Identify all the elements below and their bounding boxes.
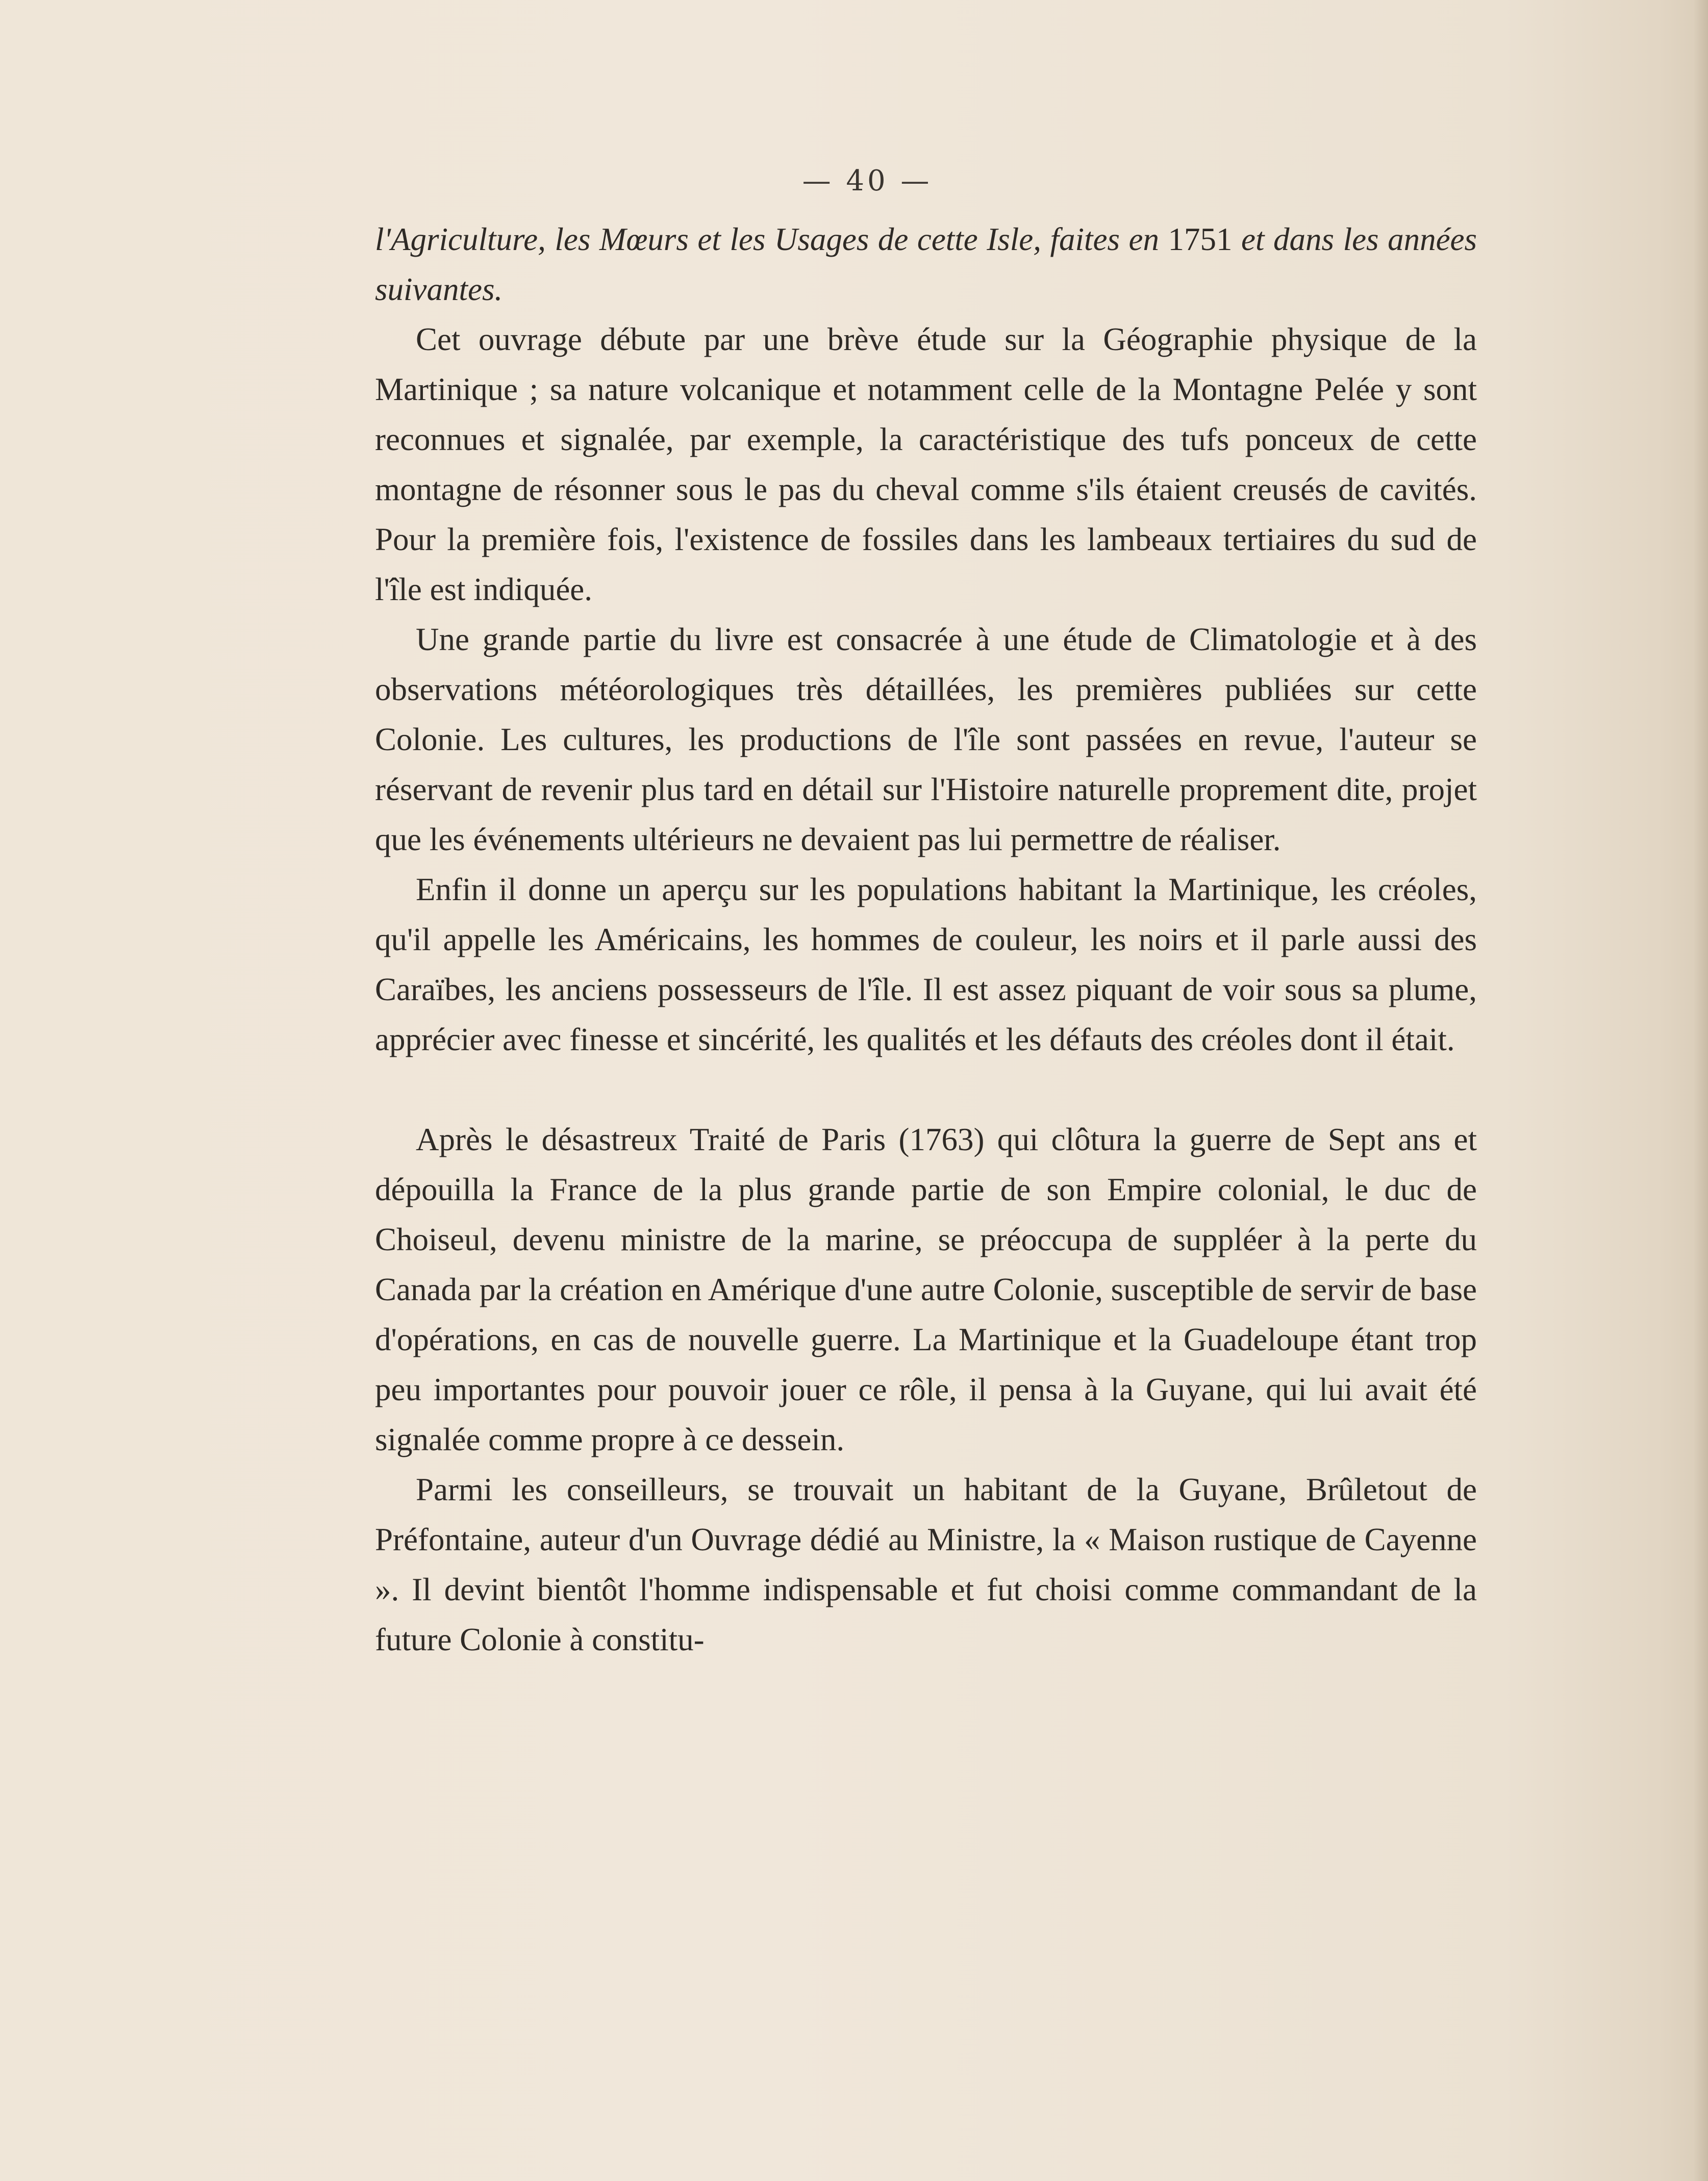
paragraph-populations: Enfin il donne un aperçu sur les populations habitant la Martinique, les créoles, qu'il appelle les Américains, les hommes de couleur, les noirs et il parle aussi des Caraïbes, les anciens possesseurs de l'île. Il est assez piquant de voir sous sa plume, apprécier avec finesse et sincérité, les qualités et les défauts des créoles dont il était. xyxy=(375,872,1477,1057)
intro-year: 1751 xyxy=(1159,221,1242,257)
paragraph-counsellors: Parmi les conseilleurs, se trouvait un habitant de la Guyane, Brûletout de Préfontaine, auteur d'un Ouvrage dédié au Ministre, la « Maison rustique de Cayenne ». Il devint bientôt l'homme indispensable et fut choisi comme commandant de la future Colonie à constitu- xyxy=(375,1472,1477,1657)
intro-paragraph xyxy=(375,214,1477,314)
intro-title-italic-2: et dans les années suivantes. xyxy=(375,221,1477,307)
body-text xyxy=(375,214,1477,1665)
page-edge-shadow xyxy=(1694,0,1708,2181)
paragraph-treaty-of-paris: Après le désastreux Traité de Paris (1763) qui clôtura la guerre de Sept ans et dépouilla la France de la plus grande partie de son Empire colonial, le duc de Choiseul, devenu ministre de la marine, se préoccupa de suppléer à la perte du Canada par la création en Amérique d'une autre Colonie, susceptible de servir de base d'opérations, en cas de nouvelle guerre. La Martinique et la Guadeloupe étant trop peu importantes pour pouvoir jouer ce rôle, il pensa à la Guyane, qui lui avait été signalée comme propre à ce dessein. xyxy=(375,1122,1477,1457)
paragraph-climatology: Une grande partie du livre est consacrée à une étude de Climatologie et à des observations météorologiques très détaillées, les premières publiées sur cette Colonie. Les cultures, les productions de l'île sont passées en revue, l'auteur se réservant de revenir plus tard en détail sur l'Histoire naturelle proprement dite, projet que les événements ultérieurs ne devaient pas lui permettre de réaliser. xyxy=(375,622,1477,857)
paragraph-geography: Cet ouvrage débute par une brève étude sur la Géographie physique de la Martinique ; sa nature volcanique et notamment celle de la Montagne Pelée y sont reconnues et signalée, par exemple, la caractéristique des tufs ponceux de cette montagne de résonner sous le pas du cheval comme s'ils étaient creusés de cavités. Pour la première fois, l'existence de fossiles dans les lambeaux tertiaires du sud de l'île est indiquée. xyxy=(375,321,1477,607)
page-number: — 40 — xyxy=(802,164,933,197)
intro-title-italic-1: l'Agriculture, les Mœurs et les Usages de cette Isle, faites en xyxy=(375,221,1159,257)
